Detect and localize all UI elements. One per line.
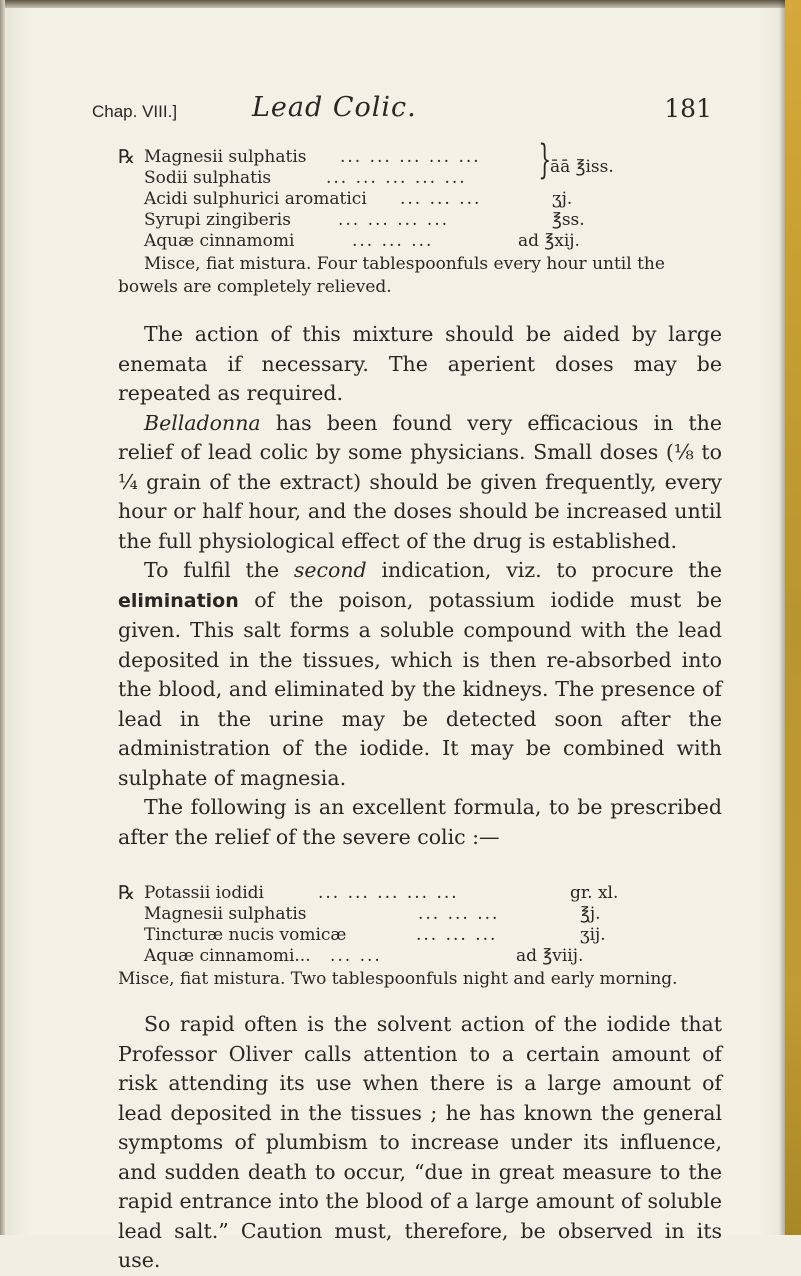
running-title: Lead Colic.	[252, 92, 417, 123]
rx1-line-4: Syrupi zingiberis	[144, 210, 291, 230]
rx1-line-1: Magnesii sulphatis	[144, 147, 307, 167]
rx1-directions: Misce, fiat mistura. Four tablespoonfuls every hour until the bowels are completely relieved.	[118, 254, 665, 297]
rx1-line-3: Acidi sulphurici aromatici	[144, 189, 367, 209]
paragraph-3: To fulfil the second indication, viz. to procure the elimination of the poison, potassium iodide must be given. This salt forms a soluble compound with the lead deposited in the tissues, which is then re-absorbed into the blood, and eliminated by the kidneys. The presence of lead in the urine may be detected soon after the administration of the iodide. It may be combined with sulphate of magnesia.	[118, 558, 722, 790]
rx1-line-2: Sodii sulphatis	[144, 168, 272, 188]
prescription-2: ℞ Potassii iodidi ... ... ... ... ... gr. xl. Magnesii sulphatis ... ... ... ℥j. Tincturæ nucis vomicæ ... ... ... ʒij. Aquæ cinnamomi... ... ... ad ℥viij.	[118, 882, 619, 966]
rx1-shared-amount: āā ℥iss.	[550, 157, 614, 177]
paragraph-1: The action of this mixture should be aided by large enemata if necessary. The aperient doses may be repeated as required.	[118, 322, 722, 405]
recipe-symbol: ℞	[118, 882, 136, 904]
body-text-lower	[118, 1010, 722, 1276]
rx2-line-2: Magnesii sulphatis	[144, 904, 307, 924]
body-text-upper	[118, 320, 722, 852]
rx2-directions: Misce, fiat mistura. Two tablespoonfuls night and early morning.	[118, 969, 678, 989]
brace: }	[538, 137, 552, 183]
running-header	[92, 92, 712, 126]
recipe-symbol: ℞	[118, 146, 136, 168]
page-top-shadow	[0, 0, 801, 8]
rx2-line-4: Aquæ cinnamomi...	[144, 946, 311, 966]
paragraph-2: Belladonna has been found very efficacious in the relief of lead colic by some physicians. Small doses (⅛ to ¼ grain of the extract) should be given frequently, every hour or half hour, and the doses should be increased until the full physiological effect of the drug is established.	[118, 410, 722, 553]
rx2-line-3: Tincturæ nucis vomicæ	[144, 925, 347, 945]
paragraph-4: The following is an excellent formula, to be prescribed after the relief of the severe colic :—	[118, 795, 722, 849]
book-edge	[785, 0, 801, 1235]
page-left-edge	[0, 0, 5, 1235]
prescription-1: ℞ Magnesii sulphatis ... ... ... ... ... Sodii sulphatis ... ... ... ... ... } āā ℥iss. Acidi sulphurici aromatici ... ... ... ʒj. Syrupi zingiberis ... ... ... ... ℥ss. Aquæ cinnamomi ... ... ... ad ℥xij.	[118, 137, 614, 251]
rx2-line-1: Potassii iodidi	[144, 883, 264, 903]
rx1-line-5: Aquæ cinnamomi	[144, 231, 295, 251]
paragraph-5: So rapid often is the solvent action of the iodide that Professor Oliver calls attention to a certain amount of risk attending its use when there is a large amount of lead deposited in the tissues ; he has known the general symptoms of plumbism to increase under its influence, and sudden death to occur, “due in great measure to the rapid entrance into the blood of a large amount of soluble lead salt.” Caution must, therefore, be observed in its use.	[118, 1012, 722, 1272]
page-number: 181	[664, 94, 712, 123]
chapter-label: Chap. VIII.]	[92, 102, 178, 121]
